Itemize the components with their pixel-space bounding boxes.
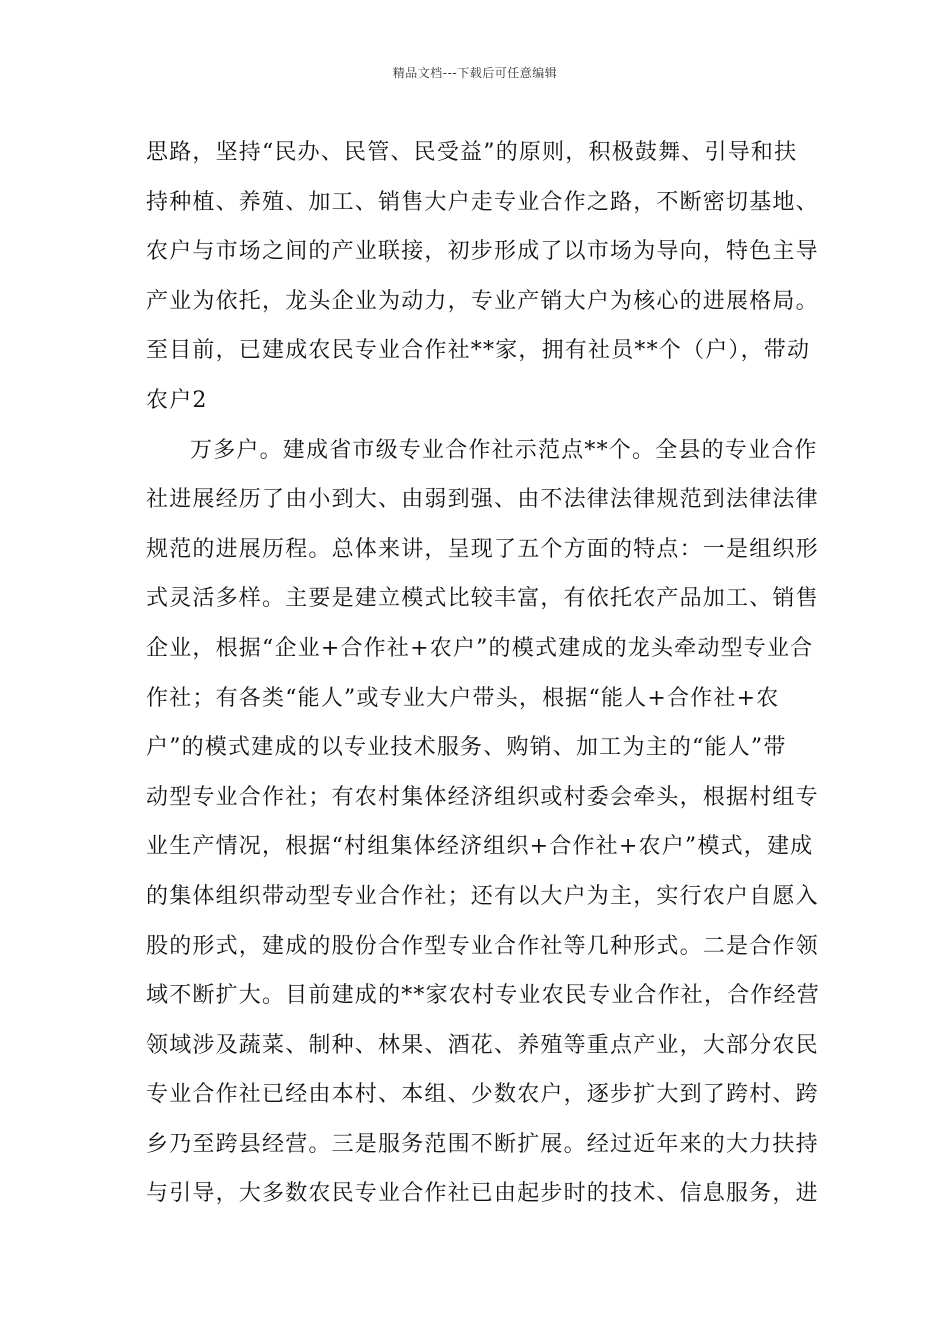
text-line: 户”的模式建成的以专业技术服务、购销、加工为主的“能人”带 <box>146 735 787 761</box>
text-line: 专业合作社已经由本村、本组、少数农户，逐步扩大到了跨村、跨 <box>146 1082 819 1108</box>
page-header: 精品文档---下载后可任意编辑 <box>392 66 558 80</box>
text-line: 农户2 <box>146 387 208 413</box>
text-line: 的集体组织带动型专业合作社；还有以大户为主，实行农户自愿入 <box>146 883 819 909</box>
text-line: 乡乃至跨县经营。三是服务范围不断扩展。经过近年来的大力扶持 <box>146 1131 819 1157</box>
text-line: 万多户。建成省市级专业合作社示范点**个。全县的专业合作 <box>190 437 818 463</box>
text-line: 域不断扩大。目前建成的**家农村专业农民专业合作社，合作经营 <box>146 983 821 1009</box>
text-line: 规范的进展历程。总体来讲，呈现了五个方面的特点：一是组织形 <box>146 536 819 562</box>
text-line: 思路，坚持“民办、民管、民受益”的原则，积极鼓舞、引导和扶 <box>146 140 798 165</box>
text-line: 与引导，大多数农民专业合作社已由起步时的技术、信息服务，进 <box>146 1181 819 1207</box>
paragraph-1 <box>146 128 819 426</box>
body-text <box>146 128 821 1219</box>
text-line: 动型专业合作社；有农村集体经济组织或村委会牵头，根据村组专 <box>146 784 819 810</box>
text-line: 作社；有各类“能人”或专业大户带头，根据“能人+合作社+农 <box>146 685 780 711</box>
text-line: 业生产情况，根据“村组集体经济组织+合作社+农户”模式，建成 <box>146 834 814 860</box>
text-line: 产业为依托，龙头企业为动力，专业产销大户为核心的进展格局。 <box>146 288 819 314</box>
text-line: 领域涉及蔬菜、制种、林果、酒花、养殖等重点产业，大部分农民 <box>146 1032 819 1058</box>
text-line: 持种植、养殖、加工、销售大户走专业合作之路，不断密切基地、 <box>146 189 819 215</box>
text-line: 社进展经历了由小到大、由弱到强、由不法律法律规范到法律法律 <box>146 487 819 513</box>
paragraph-2 <box>146 426 821 1220</box>
text-line: 至目前，已建成农民专业合作社**家，拥有社员**个（户），带动 <box>146 338 811 364</box>
text-line: 股的形式，建成的股份合作型专业合作社等几种形式。二是合作领 <box>146 933 819 959</box>
text-line: 农户与市场之间的产业联接，初步形成了以市场为导向，特色主导 <box>146 239 819 265</box>
text-line: 企业，根据“企业+合作社+农户”的模式建成的龙头牵动型专业合 <box>146 635 814 661</box>
text-line: 式灵活多样。主要是建立模式比较丰富，有依托农产品加工、销售 <box>146 586 819 612</box>
